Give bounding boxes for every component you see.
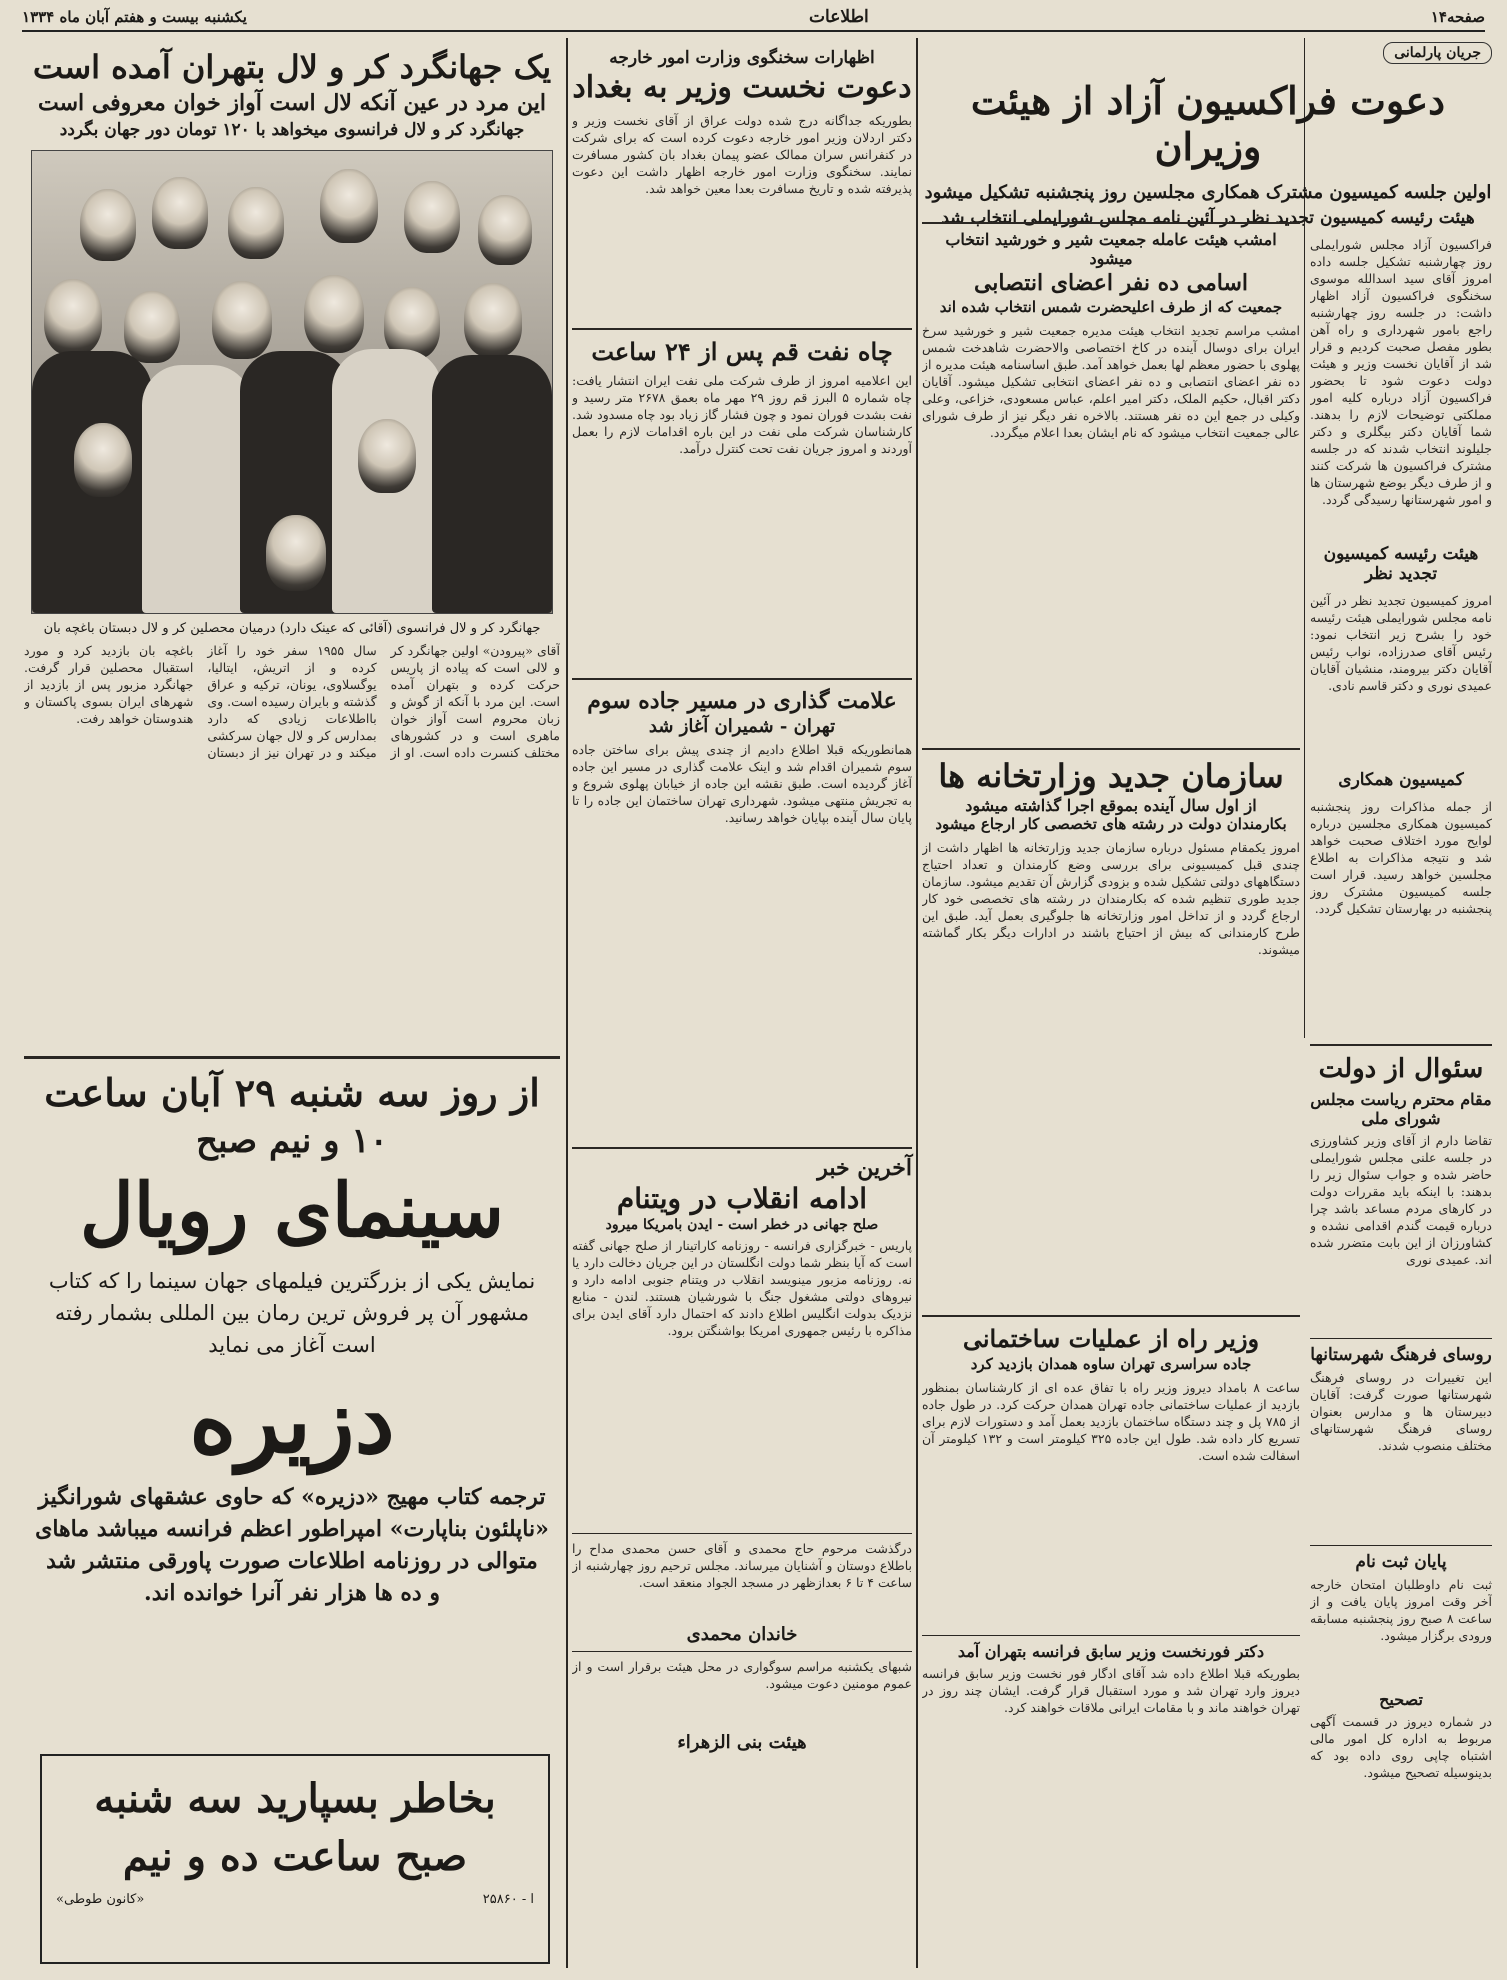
- article-text: تقاضا دارم از آقای وزیر کشاورزی در جلسه علنی مجلس شورایملی حاضر شده و جواب سئوال زیر را بدهند: با اینکه باید مقررات دولت در کارهای مردم مساعد باشد چرا درباره قیمت گندم اقدامی نشده و کشاورزان از این بابت متضرر شده اند. عمیدی نوری: [1310, 1133, 1492, 1267]
- article-text: همانطوریکه قبلا اطلاع دادیم از چندی پیش برای ساختن جاده سوم شمیران اقدام شد و اینک علامت گذاری در مسیر این جاده آغاز گردیده است. طبق نقشه این جاده از خیابان پهلوی شروع و به تجریش منتهی میشود. شهرداری تهران ساختمان این جاده را تا پایان سال آینده بپایان خواهد رسانید.: [572, 742, 912, 825]
- right-column-body: [1310, 236, 1492, 1966]
- photo-caption: جهانگرد کر و لال فرانسوی (آقائی که عینک دارد) درمیان محصلین کر و لال دبستان باغچه بان: [43, 621, 541, 636]
- headline-deaf-traveler: یک جهانگرد کر و لال بتهران آمده است: [32, 48, 552, 86]
- article-text: ثبت نام داوطلبان امتحان خارجه آخر وقت امروز پایان یافت و از ساعت ۸ صبح روز پنجشنبه مسابقه ورودی برگزار میشود.: [1310, 1577, 1492, 1643]
- ad-cinema-name: سینمای رویال: [79, 1168, 505, 1254]
- ad-code: ا - ۲۵۸۶۰: [482, 1892, 534, 1907]
- article-text: امشب مراسم تجدید انتخاب هیئت مدیره جمعیت شیر و خورشید سرخ ایران برای دوسال آینده در کاخ اختصاصی والاحضرت شاهدخت شمس پهلوی با حضور معظم لها بعمل خواهد آمد. طبق اساسنامه هیئت مدیره از ده نفر اعضای انتصابی و ده نفر اعضای انتخابی تشکیل میشود. آقایان دکتر اقبال، حکیم الملک، دکتر امیر اعلم، عباس مسعودی، خزاعی، وعلی وکیلی در جمع این ده نفر هستند. بالاخره نفر دیگر نیز از طرف شورای عالی جمعیت انتخاب میشود که نام ایشان بعدا اعلام میگردد.: [922, 323, 1300, 440]
- parliament-headline-block: [922, 78, 1494, 230]
- ad-desc-line: و ده ها هزار نفر آنرا خوانده اند.: [144, 1580, 440, 1606]
- subhead-red-lion-2: جمعیت که از طرف اعلیحضرت شمس انتخاب شده اند: [939, 298, 1283, 316]
- article-text: این اعلامیه امروز از طرف شرکت ملی نفت ایران انتشار یافت: چاه شماره ۵ البرز قم روز ۲۹ مهر ماه بعمق ۲۶۷۸ متر رسید و نفت بشدت فوران نمود و چون فشار گاز زیاد بود چاه مسدود شد. کارشناسان شرکت ملی نفت در این باره اقدامات لازم را بعمل آوردند و امروز جریان نفت تحت کنترل درآمد.: [572, 373, 912, 456]
- notice-text: شبهای یکشنبه مراسم سوگواری در محل هیئت برقرار است و از عموم مومنین دعوت میشود.: [572, 1659, 912, 1691]
- subhead-ministries: از اول سال آینده بموقع اجرا گذاشته میشود: [965, 796, 1257, 815]
- left-column: [24, 38, 560, 1968]
- headline-edgar-faure: دکتر فورنخست وزیر سابق فرانسه بتهران آمد: [957, 1642, 1265, 1661]
- article-text: بطوریکه قبلا اطلاع داده شد آقای ادگار فور نخست وزیر سابق فرانسه دیروز وارد تهران شد و مورد استقبال قرار گرفت. ایشان چند روز در تهران خواهند ماند و با مقامات ایرانی ملاقات خواهند کرد.: [922, 1666, 1300, 1715]
- cinema-royal-ad: [24, 1050, 560, 1670]
- ad-desc-line: ترجمه کتاب مهیج «دزیره» که حاوی عشقهای شورانگیز: [38, 1484, 546, 1510]
- subhead-vietnam: صلح جهانی در خطر است - ایدن بامریکا میرود: [605, 1217, 879, 1233]
- headline-parliament: دعوت فراکسیون آزاد از هیئت وزیران: [970, 78, 1446, 169]
- paper-name: اطلاعات: [809, 7, 869, 27]
- ad-reminder-line: بخاطر بسپارید سه شنبه: [94, 1775, 496, 1822]
- headline-registration-end: پایان ثبت نام: [1355, 1552, 1447, 1572]
- subhead-roads-minister: جاده سراسری تهران ساوه همدان بازدید کرد: [970, 1355, 1252, 1373]
- article-text: پاریس - خبرگزاری فرانسه - روزنامه کاراتینار از صلح جهانی گفته است که آیا بنظر شما دولت انگلستان در این جریان دخالت دارد یا نه. روزنامه مزبور مینویسد انقلاب در ویتنام جنوبی ادامه دارد و نیروهای دولتی مشغول جنگ با شورشیان هستند. لندن - منابع نزدیک بدولت انگلیس اطلاع دادند که احتمال دارد آقای ایدن برای مذاکره با رئیس جمهوری امریکا بواشنگتن برود.: [572, 1238, 912, 1338]
- ad-reminder-time: صبح ساعت ده و نیم: [122, 1833, 468, 1880]
- ad-desc-line: نمایش یکی از بزرگترین فیلمهای جهان سینما را که کتاب: [48, 1269, 536, 1293]
- column-rule: [566, 38, 568, 1968]
- headline-ministries: سازمان جدید وزارتخانه ها: [938, 757, 1284, 795]
- headline-culture-heads: روسای فرهنگ شهرستانها: [1310, 1345, 1492, 1365]
- article-text: بطوریکه جداگانه درج شده دولت عراق از آقای نخست وزیر و دکتر اردلان وزیر امور خارجه دعوت کرده است که برای شرکت در کنفرانس سران ممالک عضو پیمان بغداد بان کشور مسافرت نمایند. سخنگوی وزارت امور خارجه اظهار داشت این دعوت پذیرفته شده و تاریخ مسافرت بعدا معین خواهد شد.: [572, 113, 912, 196]
- headline-bani-zahra: هیئت بنی الزهراء: [677, 1732, 807, 1753]
- subhead-question: مقام محترم ریاست مجلس شورای ملی: [1310, 1090, 1492, 1128]
- column-rule: [916, 38, 918, 1968]
- ad-desc-line: «ناپلئون بناپارت» امپراطور اعظم فرانسه میباشد ماهای: [35, 1516, 549, 1542]
- subhead-ministries-2: بکارمندان دولت در رشته های تخصصی کار ارجاع میشود: [935, 815, 1287, 833]
- issue-date: یکشنبه بیست و هفتم آبان ماه ۱۳۳۴: [22, 8, 247, 26]
- ad-time-line: ۱۰ و نیم صبح: [196, 1121, 388, 1161]
- headline-foreign-ministry: اظهارات سخنگوی وزارت امور خارجه: [609, 48, 875, 68]
- headline-presidium: هیئت رئیسه کمیسیون تجدید نظر: [1323, 544, 1479, 584]
- subhead-deaf-traveler-2: جهانگرد کر و لال فرانسوی میخواهد با ۱۲۰ تومان دور جهان بگردد: [59, 120, 525, 140]
- subhead-deaf-traveler: این مرد در عین آنکه لال است آواز خوان معروفی است: [38, 90, 546, 116]
- headline-vietnam: ادامه انقلاب در ویتنام: [616, 1182, 868, 1215]
- article-text: در شماره دیروز در قسمت آگهی مربوط به اداره کل امور مالی اشتباه چاپی روی داده بود که بدینوسیله تصحیح میشود.: [1310, 1714, 1492, 1780]
- subhead-red-lion: اسامی ده نفر اعضای انتصابی: [973, 270, 1249, 296]
- article-text: امروز کمیسیون تجدید نظر در آئین نامه مجلس شورایملی هیئت رئیسه خود را بشرح زیر انتخاب نمود: رئیس آقای صدرزاده، نواب رئیس آقایان دکتر بیرومند، منشیان آقایان عمیدی نوری و دکتر قاسم نادی.: [1310, 593, 1492, 693]
- ad-agency: «کانون طوطی»: [56, 1892, 145, 1907]
- ad-desc-line: است آغاز می نماید: [208, 1333, 376, 1357]
- headline-correction: تصحیح: [1379, 1690, 1423, 1709]
- headline-road-markings: علامت گذاری در مسیر جاده سوم: [587, 688, 897, 714]
- ad-desc-line: متوالی در روزنامه اطلاعات صورت پاورقی منتشر شد: [46, 1548, 538, 1574]
- headline-mohammadi-family: خاندان محمدی: [686, 1624, 798, 1645]
- ad-film-title: دزیره: [189, 1368, 395, 1474]
- group-photo: [31, 150, 553, 614]
- page-number: صفحه۱۴: [1430, 8, 1485, 26]
- article-text: از جمله مذاکرات روز پنجشنبه کمیسیون همکاری مجلسین درباره لوایح مورد اختلاف صحبت خواهد شد و نتیجه مذاکرات به اطلاع مجلسین خواهد رسید. قرار است جلسه کمیسیون مشترک روز پنجشنبه در بهارستان تشکیل گردد.: [1310, 799, 1492, 916]
- latest-news-tag: آخرین خبر: [817, 1155, 912, 1181]
- headline-qom-oil: چاه نفت قم پس از ۲۴ ساعت: [591, 337, 893, 366]
- headline-red-lion: امشب هیئت عامله جمعیت شیر و خورشید انتخاب میشود: [945, 230, 1277, 268]
- section-tag: جریان پارلمانی: [1383, 42, 1492, 64]
- article-text: آقای «پیرودن» اولین جهانگرد کر و لالی است که پیاده از پاریس حرکت کرده و بتهران آمده است. این مرد با آنکه از گوش و زبان محروم است آواز خوان ماهری است و در کشورهای مختلف کنسرت داده است. او از سال ۱۹۵۵ سفر خود را آغاز کرده و از اتریش، ایتالیا، یوگسلاوی، یونان، ترکیه و عراق گذشته و بایران رسیده است. وی بااطلاعات زیادی که دارد بمدارس کر و لال جهان سرکشی میکند و در تهران نیز از دبستان باغچه بان بازدید کرد و مورد استقبال محصلین قرار گرفت. جهانگرد مزبور پس از بازدید از شهرهای ایران بسوی پاکستان و هندوستان خواهد رفت.: [24, 643, 560, 760]
- ad-date-line: از روز سه شنبه ۲۹ آبان ساعت: [44, 1070, 540, 1115]
- subhead-parliament: اولین جلسه کمیسیون مشترک همکاری مجلسین روز پنجشنبه تشکیل میشود: [924, 182, 1492, 203]
- article-text: این تغییرات در روسای فرهنگ شهرستانها صورت گرفت: آقایان دبیرستان ها و مدارس بعنوان روسای فرهنگ شهرستانهای مختلف منصوب شدند.: [1310, 1370, 1492, 1453]
- article-text: امروز یکمقام مسئول درباره سازمان جدید وزارتخانه ها اظهار داشت از چندی قبل کمیسیونی برای بررسی وضع کارمندان و تعداد احتیاج دستگاههای دولتی تشکیل شده و بزودی گزارش آن تقدیم میشود. سازمان جدید طوری تنظیم شده که بکارمندان در رشته های تخصصی خود کار ارجاع گردد و از تداخل امور وزارتخانه ها جلوگیری بعمل آید. طبق این طرح کارمندانی که بیش از احتیاج باشند در ادارات دیگر بکار گماشته میشوند.: [922, 840, 1300, 957]
- subhead-road-markings: تهران - شمیران آغاز شد: [648, 716, 836, 737]
- reminder-ad-box: [40, 1754, 550, 1964]
- headline-question: سئوال از دولت: [1318, 1054, 1484, 1084]
- masthead: [22, 4, 1485, 32]
- article-text: فراکسیون آزاد مجلس شورایملی روز چهارشنبه تشکیل جلسه داده امروز آقای سید اسدالله موسوی سخنگوی فراکسیون آزاد اظهار داشت: در جلسه روز چهارشنبه راجع بامور شهرداری و راه آهن بطور مفصل صحبت کردیم و قرار شد از آقایان نخست وزیر و هیئت دولت دعوت شود تا بحضور فراکسیون آزاد درباره کلیه امور مملکتی توضیحات لازم را بدهند. شما آقایان دکتر بیگلری و دکتر جلیلوند انتخاب شدند که در جلسه مشترک فراکسیون ها شرکت کنند و از طرف دیگر بوضع شهرستان ها و امور شهرستانها رسیدگی گردد.: [1310, 237, 1492, 507]
- ad-desc-line: مشهور آن پر فروش ترین رمان بین المللی بشمار رفته: [54, 1301, 530, 1325]
- center-right-column: [922, 216, 1300, 1966]
- article-text: ساعت ۸ بامداد دیروز وزیر راه با تفاق عده ای از کارشناسان بمنظور بازدید از عملیات ساختمانی جاده تهران همدان حرکت کرد. در طول جاده از ۷۸۵ پل و چند دستگاه ساختمان بازدید بعمل آمد و دستورات لازم برای تسریع کار داده شد. طول این جاده ۳۲۵ کیلومتر است و ۱۳۲ کیلومتر آن اسفالت شده است.: [922, 1380, 1300, 1463]
- headline-baghdad: دعوت نخست وزیر به بغداد: [572, 70, 912, 105]
- center-left-column: [572, 38, 912, 1968]
- headline-cooperation: کمیسیون همکاری: [1338, 770, 1464, 790]
- obituary-text: درگذشت مرحوم حاج محمدی و آقای حسن محمدی مداح را باطلاع دوستان و آشنایان میرساند. مجلس ترحیم روز چهارشنبه از ساعت ۴ تا ۶ بعدازظهر در مسجد الجواد منعقد است.: [572, 1541, 912, 1590]
- subhead-parliament-2: هیئت رئیسه کمیسیون تجدید نظر در آئین نامه مجلس شورایملی انتخاب شد: [941, 208, 1475, 228]
- headline-roads-minister: وزیر راه از عملیات ساختمانی: [962, 1324, 1260, 1353]
